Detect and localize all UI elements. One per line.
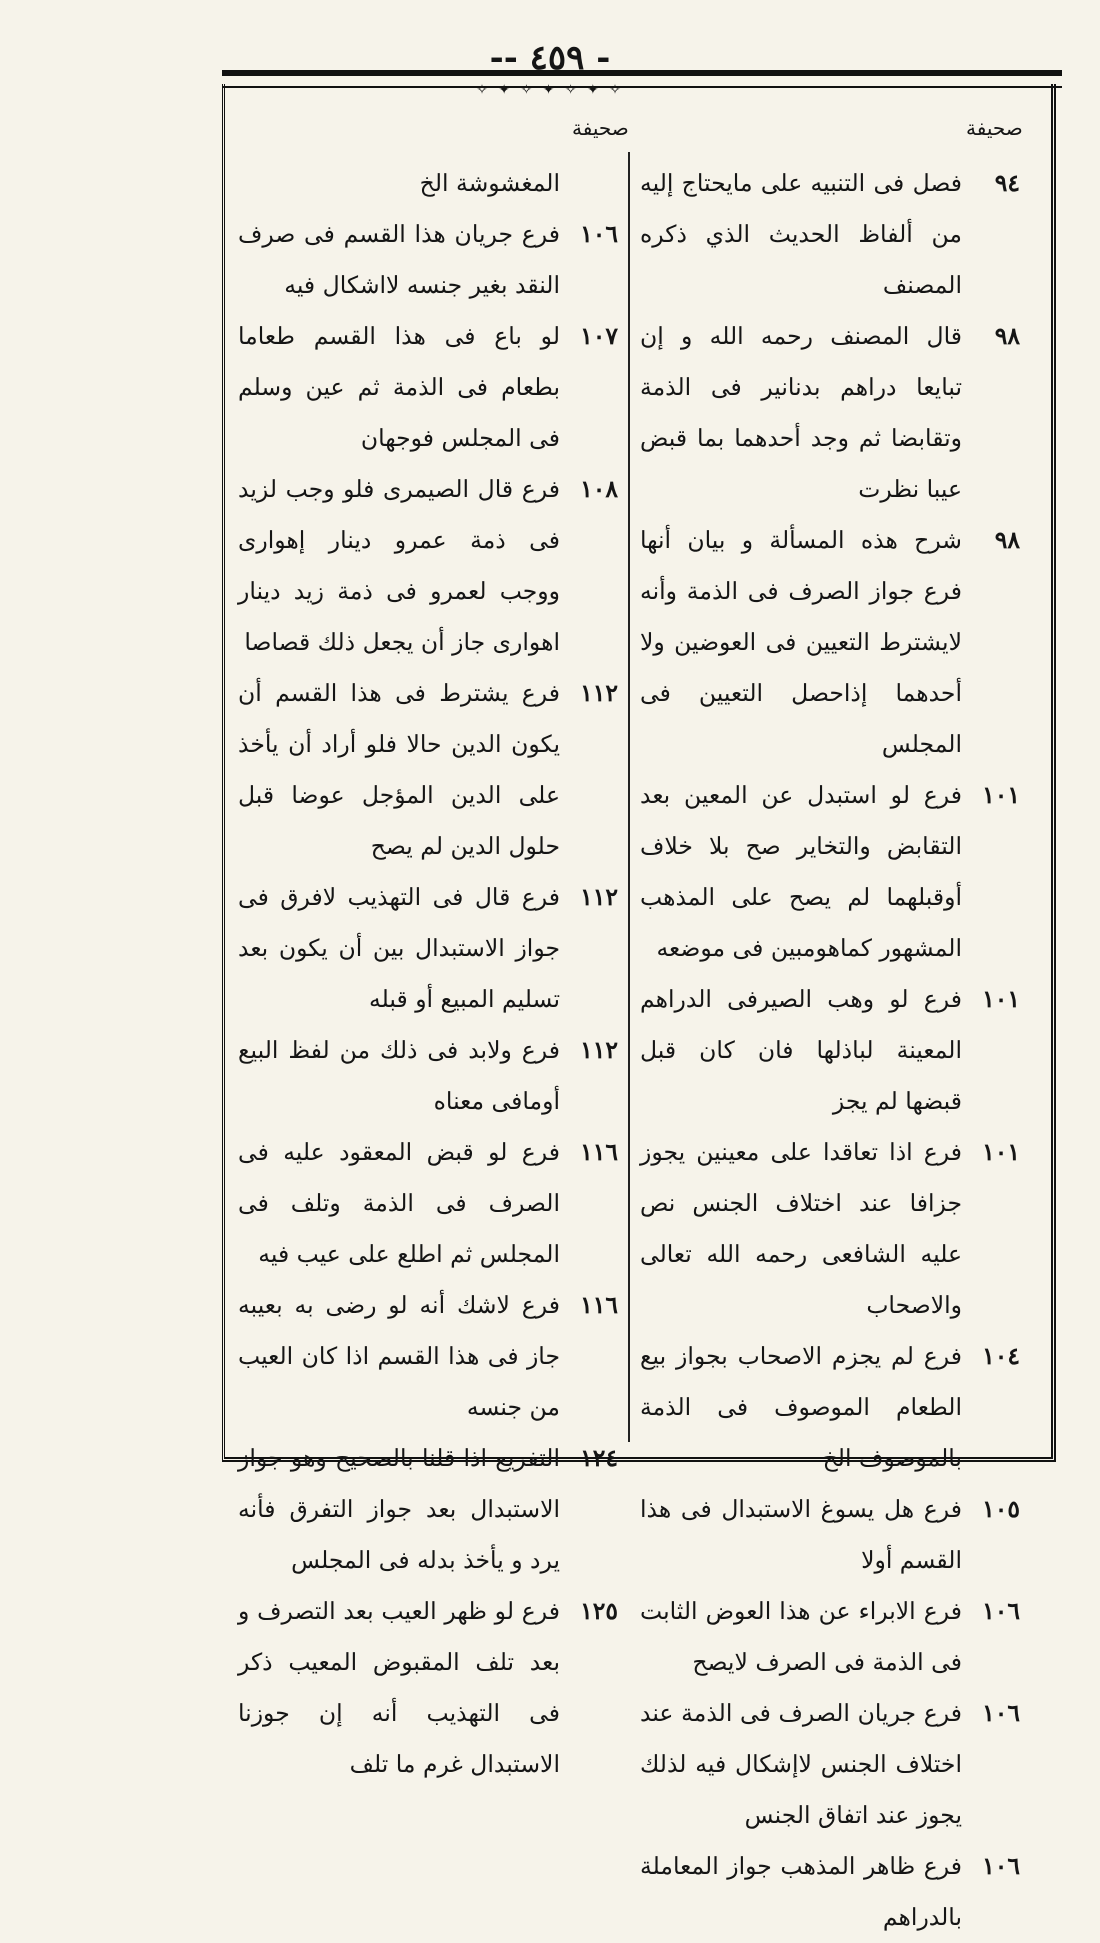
index-entry bbox=[238, 1433, 618, 1586]
entry-text: فرع لم يجزم الاصحاب بجواز بيع الطعام الموصوف فى الذمة بالموصوف الخ bbox=[640, 1342, 962, 1472]
index-entry bbox=[640, 158, 1020, 311]
entry-page-number: ١١٢ bbox=[580, 1036, 618, 1064]
entry-text: فرع ولابد فى ذلك من لفظ البيع أومافى معناه bbox=[238, 1036, 560, 1115]
entry-page-number: ٩٤ bbox=[994, 169, 1020, 197]
entry-text: شرح هذه المسألة و بيان أنها فرع جواز الصرف فى الذمة وأنه لايشترط التعيين فى العوضين ولا أحدهما إذاحصل التعيين فى المجلس bbox=[640, 526, 962, 758]
entry-page-number: ١٠٤ bbox=[982, 1342, 1020, 1370]
entry-text: فرع لاشك أنه لو رضى به بعيبه جاز فى هذا القسم اذا كان العيب من جنسه bbox=[238, 1291, 560, 1421]
entry-text: التفريع اذا قلنا بالصحيح وهو جواز الاستبدال بعد جواز التفرق فأنه يرد و يأخذ بدله فى المجلس bbox=[238, 1444, 560, 1574]
index-entry bbox=[238, 1586, 618, 1790]
entry-page-number: ١٠٧ bbox=[580, 322, 618, 350]
entry-page-number: ١٠٦ bbox=[982, 1699, 1020, 1727]
entry-text: فرع لو قبض المعقود عليه فى الصرف فى الذمة وتلف فى المجلس ثم اطلع على عيب فيه bbox=[238, 1138, 560, 1268]
index-entry bbox=[238, 1025, 618, 1127]
index-column-left bbox=[238, 158, 618, 1778]
entry-text: فرع يشترط فى هذا القسم أن يكون الدين حالا فلو أراد أن يأخذ على الدين المؤجل عوضا قبل حلول الدين لم يصح bbox=[238, 679, 560, 860]
index-entry bbox=[238, 209, 618, 311]
index-entry bbox=[640, 1586, 1020, 1688]
index-column-right bbox=[640, 158, 1020, 1931]
entry-page-number: ١١٦ bbox=[580, 1291, 618, 1319]
index-entry bbox=[640, 1688, 1020, 1841]
index-entry bbox=[640, 311, 1020, 515]
entry-text: فرع اذا تعاقدا على معينين يجوز جزافا عند اختلاف الجنس نص عليه الشافعى رحمه الله تعالى والاصحاب bbox=[640, 1138, 962, 1319]
index-entry bbox=[640, 1484, 1020, 1586]
entry-page-number: ١٠٦ bbox=[982, 1597, 1020, 1625]
entry-text: فرع قال الصيمرى فلو وجب لزيد فى ذمة عمرو دينار إهوارى ووجب لعمرو فى ذمة زيد دينار اهوارى جاز أن يجعل ذلك قصاصا bbox=[238, 475, 560, 656]
index-entry bbox=[640, 515, 1020, 770]
entry-page-number: ١٠١ bbox=[982, 781, 1020, 809]
entry-page-number: ١٠١ bbox=[982, 1138, 1020, 1166]
entry-text: قال المصنف رحمه الله و إن تبايعا دراهم بدنانير فى الذمة وتقابضا ثم وجد أحدهما بما قبض عيبا نظرت bbox=[640, 322, 962, 503]
entry-page-number: ١١٢ bbox=[580, 679, 618, 707]
entry-text: فرع قال فى التهذيب لافرق فى جواز الاستبدال بين أن يكون بعد تسليم المبيع أو قبله bbox=[238, 883, 560, 1013]
entry-text: فرع جريان الصرف فى الذمة عند اختلاف الجنس لاإشكال فيه لذلك يجوز عند اتفاق الجنس bbox=[640, 1699, 962, 1829]
entry-page-number: ١٠٥ bbox=[982, 1495, 1020, 1523]
entry-text: فصل فى التنبيه على مايحتاج إليه من ألفاظ الحديث الذي ذكره المصنف bbox=[640, 169, 962, 299]
index-entry bbox=[238, 464, 618, 668]
header-label-left: صحيفة bbox=[572, 116, 629, 140]
entry-page-number: ١٠٦ bbox=[982, 1852, 1020, 1880]
entry-text: فرع الابراء عن هذا العوض الثابت فى الذمة فى الصرف لايصح bbox=[640, 1597, 962, 1676]
page-number: -- ٤٥٩ - bbox=[489, 38, 611, 78]
top-ornament: ✧ ✦ ✧ ✦ ✧ ✦ ✧ bbox=[476, 82, 624, 98]
entry-page-number: ١٢٥ bbox=[580, 1597, 618, 1625]
entry-page-number: ٩٨ bbox=[994, 322, 1020, 350]
index-entry bbox=[238, 668, 618, 872]
entry-page-number: ١٠٨ bbox=[580, 475, 618, 503]
index-entry bbox=[238, 1127, 618, 1280]
entry-text: فرع هل يسوغ الاستبدال فى هذا القسم أولا bbox=[640, 1495, 962, 1574]
column-divider bbox=[628, 152, 630, 1442]
index-entry bbox=[238, 311, 618, 464]
index-entry-continued bbox=[238, 158, 618, 209]
entry-text: فرع جريان هذا القسم فى صرف النقد بغير جنسه لااشكال فيه bbox=[238, 220, 560, 299]
entry-text: فرع لو ظهر العيب بعد التصرف و بعد تلف المقبوض المعيب ذكر فى التهذيب أنه إن جوزنا الاستبدال غرم ما تلف bbox=[238, 1597, 560, 1778]
index-entry bbox=[640, 1127, 1020, 1331]
entry-text: لو باع فى هذا القسم طعاما بطعام فى الذمة ثم عين وسلم فى المجلس فوجهان bbox=[238, 322, 560, 452]
entry-text: فرع لو وهب الصيرفى الدراهم المعينة لباذلها فان كان قبل قبضها لم يجز bbox=[640, 985, 962, 1115]
entry-page-number: ٩٨ bbox=[994, 526, 1020, 554]
entry-page-number: ١٢٤ bbox=[580, 1444, 618, 1472]
index-entry bbox=[238, 872, 618, 1025]
index-entry bbox=[640, 1331, 1020, 1484]
entry-page-number: ١٠٦ bbox=[580, 220, 618, 248]
index-entry bbox=[238, 1280, 618, 1433]
entry-text: المغشوشة الخ bbox=[419, 169, 560, 197]
index-entry bbox=[640, 974, 1020, 1127]
entry-text: فرع لو استبدل عن المعين بعد التقابض والتخاير صح بلا خلاف أوقبلهما لم يصح على المذهب المشهور كماهومبين فى موضعه bbox=[640, 781, 962, 962]
header-label-right: صحيفة bbox=[966, 116, 1023, 140]
entry-page-number: ١١٦ bbox=[580, 1138, 618, 1166]
entry-text: فرع ظاهر المذهب جواز المعاملة بالدراهم bbox=[640, 1852, 962, 1931]
entry-page-number: ١١٢ bbox=[580, 883, 618, 911]
index-entry bbox=[640, 1841, 1020, 1943]
entry-page-number: ١٠١ bbox=[982, 985, 1020, 1013]
index-entry bbox=[640, 770, 1020, 974]
